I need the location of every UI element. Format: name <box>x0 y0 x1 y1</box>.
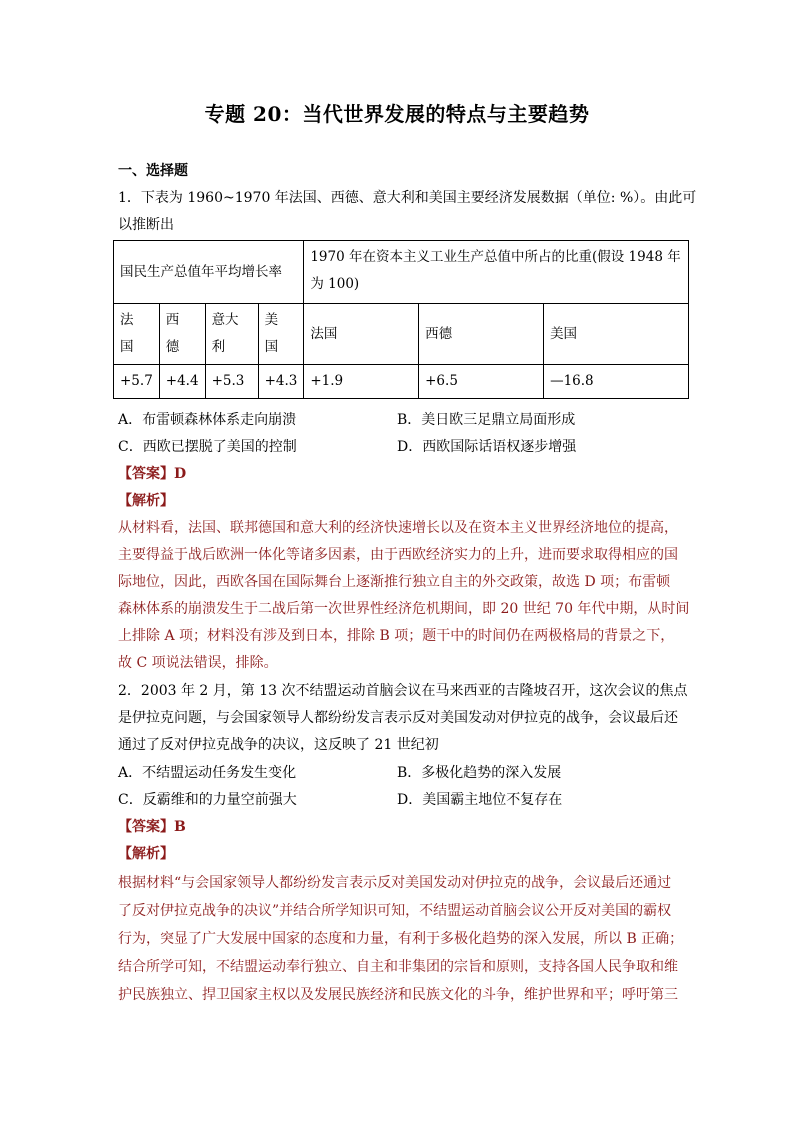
q1-analysis-line: 森林体系的崩溃发生于二战后第一次世界性经济危机期间，即 20 世纪 70 年代中期，从时间 <box>118 601 690 617</box>
q2-analysis-label: 【解析】 <box>118 846 174 862</box>
table-cell: +1.9 <box>304 365 419 399</box>
table-row <box>114 365 689 399</box>
q2-option-a: A．不结盟运动任务发生变化 <box>118 765 297 781</box>
q1-option-d: D．西欧国际话语权逐步增强 <box>397 439 577 455</box>
q2-option-d: D．美国霸主地位不复存在 <box>397 792 563 808</box>
table-header-right-line-2: 为 100) <box>310 276 360 292</box>
table-cell: +5.3 <box>205 365 258 399</box>
table-cell: +6.5 <box>419 365 544 399</box>
page-title: 专题 20：当代世界发展的特点与主要趋势 <box>204 102 590 126</box>
q2-analysis-line: 结合所学可知，不结盟运动奉行独立、自主和非集团的宗旨和原则，支持各国人民争取和维 <box>118 959 678 975</box>
table-col-right-france: 法国 <box>304 304 419 365</box>
q1-stem-line-2: 以推断出 <box>118 217 174 233</box>
q2-analysis-line: 了反对伊拉克战争的决议”并结合所学知识可知，不结盟运动首脑会议公开反对美国的霸权 <box>118 903 672 919</box>
table-cell: —16.8 <box>544 365 689 399</box>
q1-option-a: A．布雷顿森林体系走向崩溃 <box>118 412 297 428</box>
q1-analysis-line: 从材料看，法国、联邦德国和意大利的经济快速增长以及在资本主义世界经济地位的提高， <box>118 520 678 536</box>
q1-option-c: C．西欧已摆脱了美国的控制 <box>118 439 297 455</box>
table-col-right-usa: 美国 <box>544 304 689 365</box>
q2-option-b: B．多极化趋势的深入发展 <box>397 765 562 781</box>
q1-data-table <box>113 240 689 399</box>
q2-stem-line: 是伊拉克问题，与会国家领导人都纷纷发言表示反对美国发动对伊拉克的战争，会议最后还 <box>118 710 678 726</box>
q1-analysis-line: 主要得益于战后欧洲一体化等诸多因素，由于西欧经济实力的上升，进而要求取得相应的国 <box>118 547 678 563</box>
table-header-right-line-1: 1970 年在资本主义工业生产总值中所占的比重(假设 1948 年 <box>310 249 681 265</box>
q1-analysis-line: 际地位，因此，西欧各国在国际舞台上逐渐推行独立自主的外交政策，故选 D 项；布雷顿 <box>118 574 671 590</box>
q2-stem-line: 通过了反对伊拉克战争的决议，这反映了 21 世纪初 <box>118 737 439 753</box>
table-header-right <box>304 241 689 304</box>
table-cell: +5.7 <box>114 365 160 399</box>
q1-answer: 【答案】D <box>118 466 187 482</box>
table-col-italy: 意大 利 <box>205 304 258 365</box>
q2-stem-line: 2．2003 年 2 月，第 13 次不结盟运动首脑会议在马来西亚的吉隆坡召开，这次会议的焦点 <box>118 683 688 699</box>
table-header-left: 国民生产总值年平均增长率 <box>114 241 304 304</box>
q2-analysis-line: 护民族独立、捍卫国家主权以及发展民族经济和民族文化的斗争，维护世界和平；呼吁第三 <box>118 987 678 1003</box>
q1-option-b: B．美日欧三足鼎立局面形成 <box>397 412 576 428</box>
table-col-france: 法 国 <box>114 304 160 365</box>
table-cell: +4.4 <box>159 365 205 399</box>
q2-analysis-line: 根据材料“与会国家领导人都纷纷发言表示反对美国发动对伊拉克的战争，会议最后还通过 <box>118 875 672 891</box>
q2-answer: 【答案】B <box>118 819 186 835</box>
q2-option-c: C．反霸维和的力量空前强大 <box>118 792 297 808</box>
q1-analysis-line: 故 C 项说法错误，排除。 <box>118 655 278 671</box>
table-row <box>114 304 689 365</box>
q1-analysis-label: 【解析】 <box>118 493 174 509</box>
q1-stem-line-1: 1．下表为 1960~1970 年法国、西德、意大利和美国主要经济发展数据（单位: %）。由此可 <box>118 190 697 206</box>
table-col-right-west-germany: 西德 <box>419 304 544 365</box>
q1-analysis-line: 上排除 A 项；材料没有涉及到日本，排除 B 项；题干中的时间仍在两极格局的背景之下， <box>118 628 675 644</box>
table-col-usa: 美 国 <box>258 304 304 365</box>
table-cell: +4.3 <box>258 365 304 399</box>
table-row <box>114 241 689 304</box>
table-col-west-germany: 西 德 <box>159 304 205 365</box>
q2-analysis-line: 行为，突显了广大发展中国家的态度和力量，有利于多极化趋势的深入发展，所以 B 正确； <box>118 931 684 947</box>
section-heading: 一、选择题 <box>118 163 188 179</box>
